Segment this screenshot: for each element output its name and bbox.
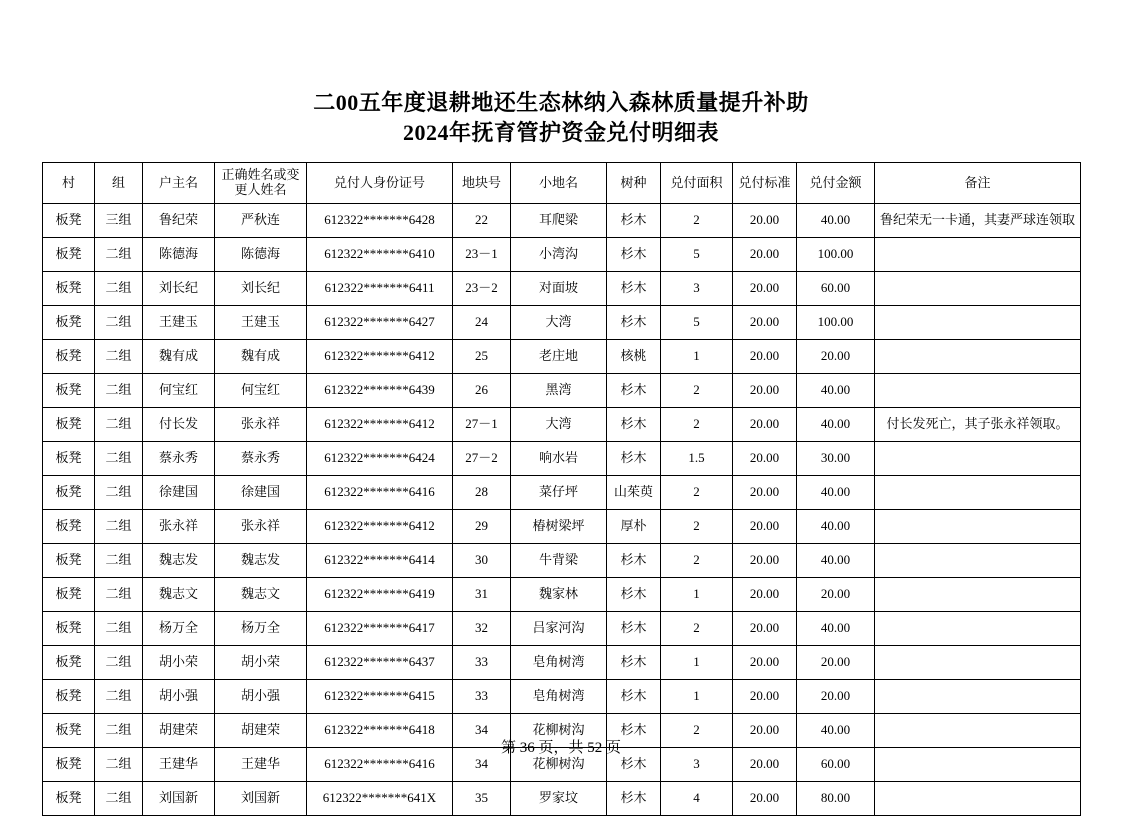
cell-remark [875, 306, 1081, 340]
cell-id-number: 612322*******6439 [307, 374, 453, 408]
cell-plot-no: 35 [453, 782, 511, 816]
cell-id-number: 612322*******6411 [307, 272, 453, 306]
cell-species: 杉木 [607, 714, 661, 748]
cell-standard: 20.00 [733, 544, 797, 578]
table-row [43, 476, 1081, 510]
cell-id-number: 612322*******6437 [307, 646, 453, 680]
cell-household: 鲁纪荣 [143, 204, 215, 238]
cell-species: 杉木 [607, 306, 661, 340]
cell-correct-name: 魏志文 [215, 578, 307, 612]
cell-village: 板凳 [43, 748, 95, 782]
cell-group: 二组 [95, 510, 143, 544]
cell-group: 二组 [95, 476, 143, 510]
column-header-household: 户主名 [143, 163, 215, 204]
cell-standard: 20.00 [733, 646, 797, 680]
cell-species: 核桃 [607, 340, 661, 374]
cell-amount: 40.00 [797, 374, 875, 408]
cell-species: 杉木 [607, 782, 661, 816]
cell-area: 3 [661, 272, 733, 306]
cell-area: 5 [661, 238, 733, 272]
cell-group: 二组 [95, 680, 143, 714]
cell-amount: 40.00 [797, 408, 875, 442]
cell-group: 二组 [95, 544, 143, 578]
cell-place-name: 吕家河沟 [511, 612, 607, 646]
cell-species: 杉木 [607, 578, 661, 612]
cell-standard: 20.00 [733, 374, 797, 408]
cell-standard: 20.00 [733, 476, 797, 510]
cell-group: 二组 [95, 408, 143, 442]
cell-remark [875, 272, 1081, 306]
cell-village: 板凳 [43, 272, 95, 306]
document-title [0, 0, 1122, 148]
cell-id-number: 612322*******6414 [307, 544, 453, 578]
cell-id-number: 612322*******6424 [307, 442, 453, 476]
table-row [43, 340, 1081, 374]
cell-remark [875, 646, 1081, 680]
cell-amount: 60.00 [797, 272, 875, 306]
column-header-species: 树种 [607, 163, 661, 204]
column-header-standard: 兑付标准 [733, 163, 797, 204]
cell-plot-no: 34 [453, 748, 511, 782]
cell-correct-name: 胡建荣 [215, 714, 307, 748]
cell-amount: 100.00 [797, 306, 875, 340]
cell-id-number: 612322*******6416 [307, 748, 453, 782]
cell-remark: 鲁纪荣无一卡通，其妻严球连领取 [875, 204, 1081, 238]
cell-village: 板凳 [43, 204, 95, 238]
cell-correct-name: 魏有成 [215, 340, 307, 374]
cell-group: 二组 [95, 646, 143, 680]
cell-plot-no: 27－2 [453, 442, 511, 476]
cell-standard: 20.00 [733, 782, 797, 816]
cell-household: 胡小强 [143, 680, 215, 714]
cell-area: 1 [661, 680, 733, 714]
cell-correct-name: 魏志发 [215, 544, 307, 578]
cell-standard: 20.00 [733, 442, 797, 476]
cell-place-name: 老庄地 [511, 340, 607, 374]
cell-correct-name: 王建玉 [215, 306, 307, 340]
cell-amount: 40.00 [797, 612, 875, 646]
cell-place-name: 皂角树湾 [511, 680, 607, 714]
title-line-1: 二00五年度退耕地还生态林纳入森林质量提升补助 [313, 90, 809, 115]
cell-amount: 40.00 [797, 510, 875, 544]
cell-plot-no: 31 [453, 578, 511, 612]
cell-id-number: 612322*******6416 [307, 476, 453, 510]
cell-standard: 20.00 [733, 714, 797, 748]
table-header-row [43, 163, 1081, 204]
cell-village: 板凳 [43, 646, 95, 680]
cell-remark [875, 374, 1081, 408]
column-header-amount: 兑付金额 [797, 163, 875, 204]
cell-village: 板凳 [43, 510, 95, 544]
cell-correct-name: 胡小荣 [215, 646, 307, 680]
payment-detail-table [42, 162, 1081, 816]
cell-correct-name: 胡小强 [215, 680, 307, 714]
cell-plot-no: 22 [453, 204, 511, 238]
cell-household: 胡建荣 [143, 714, 215, 748]
cell-place-name: 椿树梁坪 [511, 510, 607, 544]
cell-species: 杉木 [607, 272, 661, 306]
cell-household: 王建玉 [143, 306, 215, 340]
cell-remark [875, 476, 1081, 510]
cell-correct-name: 张永祥 [215, 510, 307, 544]
table-row [43, 578, 1081, 612]
cell-household: 张永祥 [143, 510, 215, 544]
cell-place-name: 响水岩 [511, 442, 607, 476]
column-header-group: 组 [95, 163, 143, 204]
cell-remark [875, 578, 1081, 612]
cell-amount: 30.00 [797, 442, 875, 476]
cell-place-name: 皂角树湾 [511, 646, 607, 680]
cell-plot-no: 26 [453, 374, 511, 408]
cell-id-number: 612322*******6418 [307, 714, 453, 748]
cell-plot-no: 23－2 [453, 272, 511, 306]
cell-standard: 20.00 [733, 340, 797, 374]
cell-amount: 20.00 [797, 340, 875, 374]
cell-remark [875, 680, 1081, 714]
cell-correct-name: 张永祥 [215, 408, 307, 442]
cell-plot-no: 30 [453, 544, 511, 578]
cell-remark: 付长发死亡，其子张永祥领取。 [875, 408, 1081, 442]
cell-village: 板凳 [43, 578, 95, 612]
cell-correct-name: 刘长纪 [215, 272, 307, 306]
cell-correct-name: 陈德海 [215, 238, 307, 272]
cell-plot-no: 33 [453, 680, 511, 714]
cell-place-name: 大湾 [511, 408, 607, 442]
cell-group: 二组 [95, 714, 143, 748]
cell-id-number: 612322*******6417 [307, 612, 453, 646]
cell-group: 二组 [95, 578, 143, 612]
cell-household: 刘国新 [143, 782, 215, 816]
cell-area: 1 [661, 578, 733, 612]
cell-village: 板凳 [43, 612, 95, 646]
column-header-id-number: 兑付人身份证号 [307, 163, 453, 204]
cell-correct-name: 何宝红 [215, 374, 307, 408]
table-row [43, 306, 1081, 340]
cell-area: 2 [661, 544, 733, 578]
cell-amount: 40.00 [797, 544, 875, 578]
cell-id-number: 612322*******6412 [307, 408, 453, 442]
cell-standard: 20.00 [733, 204, 797, 238]
cell-species: 杉木 [607, 374, 661, 408]
cell-standard: 20.00 [733, 680, 797, 714]
cell-plot-no: 24 [453, 306, 511, 340]
cell-household: 杨万全 [143, 612, 215, 646]
cell-amount: 40.00 [797, 714, 875, 748]
cell-remark [875, 544, 1081, 578]
cell-amount: 20.00 [797, 680, 875, 714]
column-header-plot-no: 地块号 [453, 163, 511, 204]
cell-id-number: 612322*******6412 [307, 510, 453, 544]
cell-area: 1 [661, 340, 733, 374]
cell-species: 杉木 [607, 612, 661, 646]
cell-species: 厚朴 [607, 510, 661, 544]
cell-standard: 20.00 [733, 510, 797, 544]
cell-correct-name: 杨万全 [215, 612, 307, 646]
table-row [43, 612, 1081, 646]
cell-household: 徐建国 [143, 476, 215, 510]
cell-area: 2 [661, 510, 733, 544]
table-row [43, 646, 1081, 680]
cell-place-name: 菜仔坪 [511, 476, 607, 510]
cell-id-number: 612322*******6419 [307, 578, 453, 612]
cell-standard: 20.00 [733, 748, 797, 782]
cell-village: 板凳 [43, 782, 95, 816]
cell-standard: 20.00 [733, 306, 797, 340]
cell-amount: 40.00 [797, 204, 875, 238]
detail-table-wrapper [42, 162, 1080, 816]
cell-group: 二组 [95, 748, 143, 782]
cell-household: 王建华 [143, 748, 215, 782]
cell-place-name: 对面坡 [511, 272, 607, 306]
cell-id-number: 612322*******6427 [307, 306, 453, 340]
cell-household: 陈德海 [143, 238, 215, 272]
table-row [43, 272, 1081, 306]
cell-species: 山茱萸 [607, 476, 661, 510]
cell-plot-no: 28 [453, 476, 511, 510]
cell-group: 二组 [95, 782, 143, 816]
cell-area: 2 [661, 612, 733, 646]
cell-household: 何宝红 [143, 374, 215, 408]
cell-correct-name: 严秋连 [215, 204, 307, 238]
cell-remark [875, 510, 1081, 544]
cell-area: 3 [661, 748, 733, 782]
cell-group: 二组 [95, 374, 143, 408]
cell-group: 二组 [95, 272, 143, 306]
cell-group: 二组 [95, 612, 143, 646]
cell-area: 1 [661, 646, 733, 680]
column-header-correct-name: 正确姓名或变更人姓名 [215, 163, 307, 204]
cell-amount: 20.00 [797, 578, 875, 612]
cell-amount: 40.00 [797, 476, 875, 510]
cell-standard: 20.00 [733, 408, 797, 442]
cell-household: 魏志文 [143, 578, 215, 612]
cell-village: 板凳 [43, 714, 95, 748]
cell-id-number: 612322*******6412 [307, 340, 453, 374]
cell-plot-no: 32 [453, 612, 511, 646]
cell-id-number: 612322*******641X [307, 782, 453, 816]
cell-standard: 20.00 [733, 238, 797, 272]
page-footer: 第 36 页，共 52 页 [500, 740, 621, 756]
cell-group: 二组 [95, 340, 143, 374]
cell-place-name: 黑湾 [511, 374, 607, 408]
column-header-area: 兑付面积 [661, 163, 733, 204]
cell-species: 杉木 [607, 680, 661, 714]
cell-household: 蔡永秀 [143, 442, 215, 476]
table-row [43, 408, 1081, 442]
cell-plot-no: 27－1 [453, 408, 511, 442]
table-row [43, 204, 1081, 238]
cell-plot-no: 25 [453, 340, 511, 374]
cell-plot-no: 29 [453, 510, 511, 544]
cell-group: 二组 [95, 442, 143, 476]
cell-household: 付长发 [143, 408, 215, 442]
cell-village: 板凳 [43, 680, 95, 714]
cell-plot-no: 23－1 [453, 238, 511, 272]
column-header-remark: 备注 [875, 163, 1081, 204]
cell-id-number: 612322*******6428 [307, 204, 453, 238]
cell-village: 板凳 [43, 408, 95, 442]
cell-species: 杉木 [607, 408, 661, 442]
cell-place-name: 耳爬梁 [511, 204, 607, 238]
cell-group: 二组 [95, 306, 143, 340]
cell-amount: 20.00 [797, 646, 875, 680]
title-line-2: 2024年抚育管护资金兑付明细表 [402, 120, 719, 145]
cell-remark [875, 782, 1081, 816]
cell-village: 板凳 [43, 238, 95, 272]
cell-village: 板凳 [43, 306, 95, 340]
cell-village: 板凳 [43, 544, 95, 578]
table-row [43, 510, 1081, 544]
cell-area: 4 [661, 782, 733, 816]
cell-standard: 20.00 [733, 612, 797, 646]
cell-household: 魏有成 [143, 340, 215, 374]
cell-correct-name: 王建华 [215, 748, 307, 782]
table-row [43, 238, 1081, 272]
cell-remark [875, 238, 1081, 272]
table-row [43, 544, 1081, 578]
cell-amount: 80.00 [797, 782, 875, 816]
cell-correct-name: 徐建国 [215, 476, 307, 510]
cell-area: 2 [661, 408, 733, 442]
cell-plot-no: 34 [453, 714, 511, 748]
cell-village: 板凳 [43, 340, 95, 374]
cell-species: 杉木 [607, 748, 661, 782]
cell-correct-name: 刘国新 [215, 782, 307, 816]
cell-household: 魏志发 [143, 544, 215, 578]
cell-amount: 60.00 [797, 748, 875, 782]
cell-species: 杉木 [607, 544, 661, 578]
table-row [43, 442, 1081, 476]
cell-area: 2 [661, 204, 733, 238]
cell-group: 三组 [95, 204, 143, 238]
cell-id-number: 612322*******6410 [307, 238, 453, 272]
cell-correct-name: 蔡永秀 [215, 442, 307, 476]
cell-village: 板凳 [43, 374, 95, 408]
cell-standard: 20.00 [733, 578, 797, 612]
cell-place-name: 魏家林 [511, 578, 607, 612]
cell-place-name: 小湾沟 [511, 238, 607, 272]
table-row [43, 374, 1081, 408]
cell-species: 杉木 [607, 204, 661, 238]
cell-place-name: 花柳树沟 [511, 714, 607, 748]
cell-area: 5 [661, 306, 733, 340]
cell-place-name: 罗家坟 [511, 782, 607, 816]
cell-species: 杉木 [607, 646, 661, 680]
cell-household: 胡小荣 [143, 646, 215, 680]
cell-remark [875, 612, 1081, 646]
cell-group: 二组 [95, 238, 143, 272]
cell-place-name: 大湾 [511, 306, 607, 340]
cell-village: 板凳 [43, 476, 95, 510]
cell-household: 刘长纪 [143, 272, 215, 306]
cell-village: 板凳 [43, 442, 95, 476]
cell-id-number: 612322*******6415 [307, 680, 453, 714]
table-row [43, 782, 1081, 816]
table-row [43, 680, 1081, 714]
cell-amount: 100.00 [797, 238, 875, 272]
cell-plot-no: 33 [453, 646, 511, 680]
cell-place-name: 牛背梁 [511, 544, 607, 578]
cell-area: 2 [661, 714, 733, 748]
cell-place-name: 花柳树沟 [511, 748, 607, 782]
cell-area: 1.5 [661, 442, 733, 476]
cell-remark [875, 442, 1081, 476]
column-header-place-name: 小地名 [511, 163, 607, 204]
cell-remark [875, 340, 1081, 374]
cell-area: 2 [661, 476, 733, 510]
cell-species: 杉木 [607, 442, 661, 476]
cell-standard: 20.00 [733, 272, 797, 306]
table-header [43, 163, 1081, 204]
table-body [43, 204, 1081, 816]
cell-area: 2 [661, 374, 733, 408]
cell-species: 杉木 [607, 238, 661, 272]
column-header-village: 村 [43, 163, 95, 204]
